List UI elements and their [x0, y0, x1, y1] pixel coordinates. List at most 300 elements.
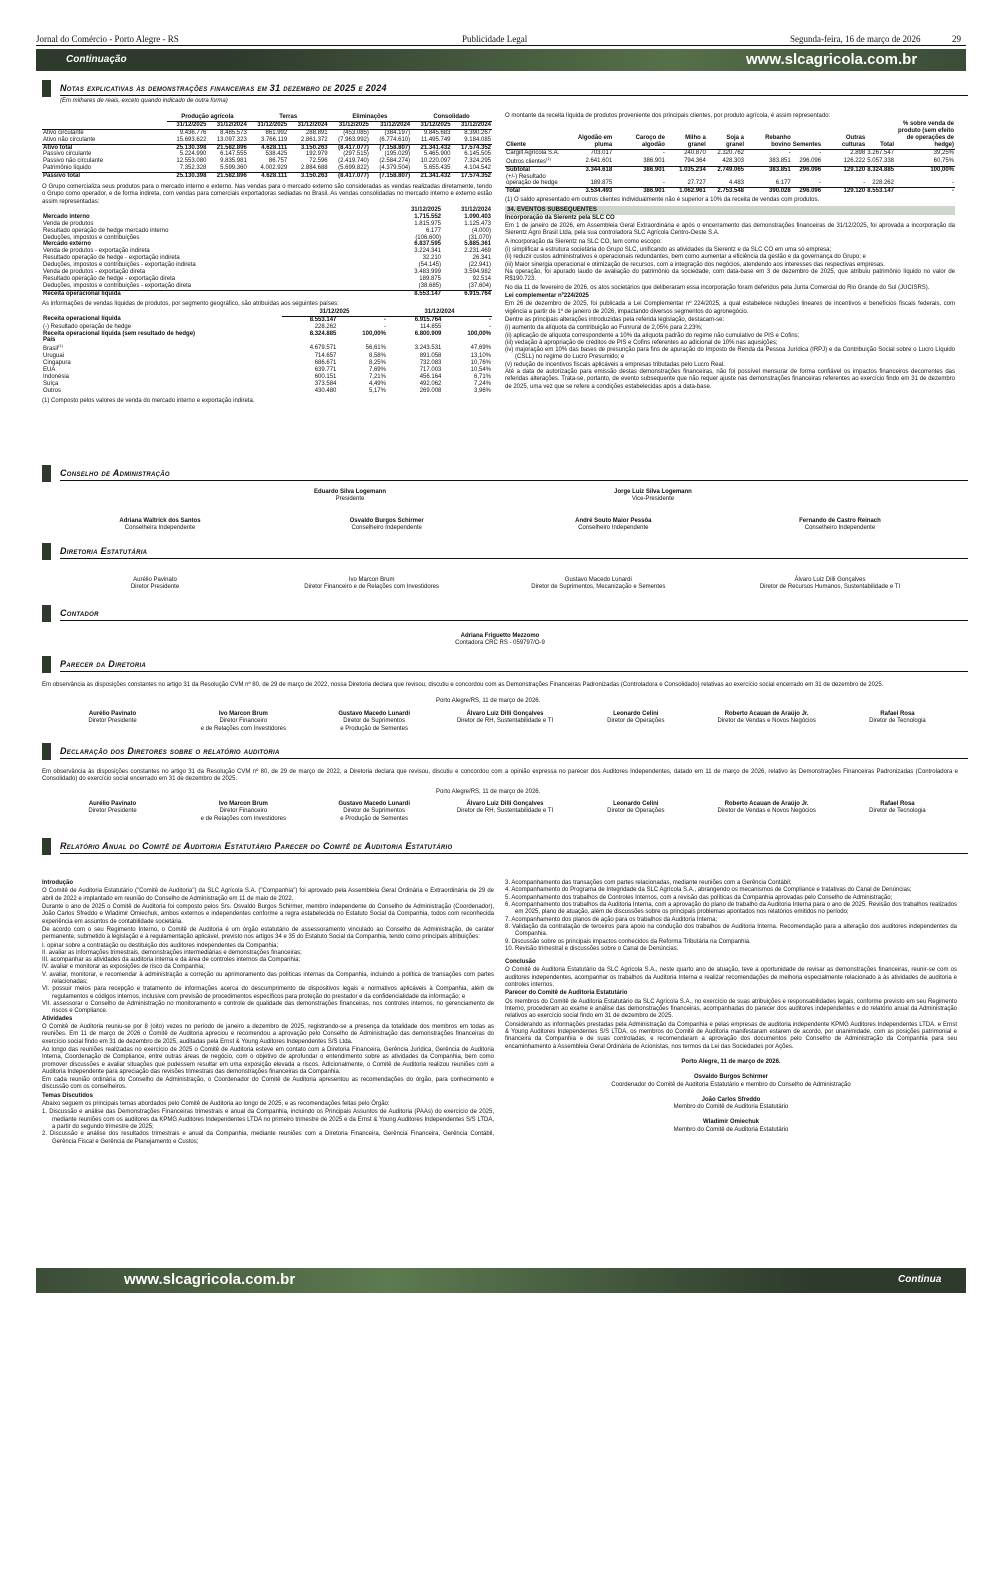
cell-value: 296.096 — [799, 157, 822, 164]
cell-value: 639.771 — [314, 366, 337, 373]
table-row — [42, 276, 492, 283]
table-row — [42, 367, 492, 374]
signer-role: Diretor Financeiro e de Relações com Investidores — [304, 584, 440, 591]
signer-name: Gustavo Macedo Lunardi — [338, 711, 410, 717]
cell-value: 390.028 — [769, 188, 791, 195]
table-row — [42, 331, 492, 338]
signature-block — [715, 577, 945, 592]
cell-value: 7.352.328 — [179, 165, 207, 172]
cell-value: 17.574.352 — [460, 144, 491, 151]
row-label: Mercado externo — [43, 241, 92, 248]
cell-value: 8.390.267 — [464, 129, 491, 136]
cell-value: 8.553.147 — [414, 290, 441, 297]
cell-value: 2.753.548 — [717, 188, 745, 195]
cell-value: 3.483.999 — [414, 268, 441, 275]
item-text: Acompanhamento dos planos de ação para os trabalhos da Auditoria Interna; — [511, 916, 718, 923]
signer-name: Ivo Marcon Brum — [218, 711, 268, 717]
table-row — [42, 360, 492, 367]
banner-website: www.slcagricola.com.br — [746, 51, 918, 68]
cell-value: 717.003 — [419, 366, 442, 373]
list-item — [42, 986, 495, 1001]
date-header: 31/12/2025 — [338, 121, 369, 128]
declaracao-place-date: Porto Alegre/RS, 11 de março de 2026. — [436, 789, 541, 795]
events-p6: Dentre as principais alterações introduzidas pela referida legislação, destacam-se: — [505, 316, 725, 323]
country-table — [42, 309, 492, 395]
table-row — [42, 221, 492, 228]
cell-value: 1.815.975 — [414, 220, 441, 227]
cell-value: 56,61% — [365, 345, 386, 352]
section-rule — [60, 95, 968, 96]
cell-value: 9.845.683 — [423, 129, 451, 136]
cell-value: 8.324.885 — [867, 166, 894, 173]
row-label: Deduções, impostos e contribuições - exportação direta — [43, 282, 192, 289]
row-label: Ativo total — [43, 144, 73, 151]
cell-value: 12.553.080 — [176, 158, 207, 165]
events-p7: Até a data de autorização para emissão destas demonstrações financeiras, não foi possível mensurar de forma confiável os impactos financeiros decorrentes das referidas alterações. Trata-se, portanto, de evento subsequente que não requer ajuste nas demonstrações financeiras referentes ao exercício findo em 31 de dezembro de 2025, uma vez que se refere a condições estabelecidas após a data-base. — [505, 369, 955, 390]
list-item — [505, 361, 955, 369]
signature-block — [835, 801, 960, 823]
signer-name: Aurélio Pavinato — [88, 801, 137, 807]
item-number: 5. — [505, 894, 511, 901]
client-name: (+/-) Resultado — [506, 173, 546, 180]
table-row — [42, 269, 492, 276]
item-number: 10. — [505, 945, 514, 952]
row-label — [505, 174, 560, 181]
cell-value — [613, 174, 666, 181]
intro-p1: O Comitê de Auditoria Estatutário ("Comitê de Auditoria") da SLC Agrícola S.A. ("Companhia") foi aprovado pela Assembleia Geral Ordinária e Extraordinária de 29 de abril de 2022 e implantado em reunião do Conselho de Administração em 11 de maio de 2022. — [42, 888, 494, 902]
section-marker — [42, 80, 51, 97]
cell-value: - — [952, 180, 954, 187]
relatorio-place-date — [505, 1059, 957, 1066]
ativ-p3: Em cada reunião ordinária do Conselho de Administração, o Coordenador do Comitê de Auditoria apresentou as recomendações do órgão, para conhecimento e discussão com os conselheiros. — [42, 1077, 494, 1091]
cell-value: (4.000) — [471, 227, 491, 234]
row-label: Resultado operação de hedge - exportação indireta — [43, 255, 180, 262]
list-item — [505, 901, 957, 917]
list-item — [42, 964, 494, 971]
temas-intro: Abaixo seguem os principais temas abordados pelo Comitê de Auditoria ao longo de 2025, e as recomendações feitas pelo Órgão: — [42, 1101, 390, 1108]
table-row — [42, 324, 492, 331]
table-row — [42, 388, 492, 395]
item-text: reduzir custos administrativos e operacionais redundantes, bem como aumentar a eficiência da gestão e da governança do Grupo; e — [513, 254, 866, 261]
cell-value — [560, 174, 613, 181]
item-number: 8. — [505, 923, 511, 930]
date-header: 31/12/2024 — [460, 121, 491, 128]
masthead-rule — [36, 45, 966, 46]
date-header: 31/12/2024 — [297, 121, 328, 128]
client-name: Subtotal — [506, 166, 530, 173]
row-label — [42, 360, 282, 367]
item-text: possuir meios para recepção e tratamento de informações acerca do descumprimento de dispositivos legais e normativos aplicáveis à Companhia, além de regulamentos e códigos internos, inclusive com previsão de procedimentos específicos para proteção do prestador e da confidencialidade da informação; e — [52, 986, 495, 1000]
cell-value: 3.594.982 — [464, 268, 491, 275]
column-header: Soja a granel — [726, 135, 745, 148]
cell-value: 373.584 — [314, 380, 337, 387]
row-label: (-) Resultado operação de hedge — [43, 323, 132, 330]
client-name: Total — [506, 188, 520, 195]
cell-value: 1.035.234 — [679, 166, 706, 173]
cell-value: 6.177 — [775, 180, 791, 187]
cell-value: 3.224.341 — [414, 248, 441, 255]
cell-value: 4.679.571 — [309, 345, 337, 352]
row-label: Venda de produtos — [43, 220, 94, 227]
ativ-p1: O Comitê de Auditoria reuniu-se por 8 (oito) vezes no período de janeiro a dezembro de 2025, registrando-se a presença da totalidade dos membros em todas as reuniões. Em 11 de março de 2026 o Comitê de Auditoria apreciou e recomendou a aprovação pelo Conselho de Administração das demonstrações financeiras do exercício social findo em 31 de dezembro de 2025, auditadas pela Ernst & Young Auditores Independentes S/S Ltda. — [42, 1023, 494, 1045]
cell-value: - — [662, 149, 665, 156]
item-number: 4. — [505, 887, 511, 894]
cell-value: 10,54% — [470, 366, 491, 373]
list-item — [505, 339, 955, 347]
cell-value: 5,17% — [368, 387, 386, 394]
cell-value: 21.341.432 — [420, 173, 451, 180]
ativ-heading: Atividades — [42, 1015, 73, 1022]
parecer-comite-heading: Parecer do Comitê de Auditoria Estatutário — [505, 990, 628, 997]
row-label: Receita operacional líquida — [43, 290, 121, 297]
relatorio-section-header — [42, 838, 968, 856]
cell-value: 4.002.929 — [260, 165, 288, 172]
item-number: II. — [42, 949, 48, 956]
cell-value: (195.029) — [384, 151, 411, 158]
cell-value: 21.582.896 — [216, 173, 247, 180]
cell-value: 1.715.552 — [414, 213, 441, 220]
row-label — [42, 367, 282, 374]
item-number: III. — [42, 957, 49, 964]
cell-value: 8.485.573 — [220, 129, 247, 136]
banner-continuation-label: Continuação — [66, 54, 127, 65]
signer-role: Coordenador do Comitê de Auditoria Estatutário e membro do Conselho de Administração — [611, 1081, 851, 1088]
column-header: Milho a granel — [685, 135, 706, 148]
conselho-members — [60, 518, 940, 533]
cell-value: 430.480 — [314, 387, 337, 394]
column-header: Sementes — [792, 141, 822, 148]
diretoria-section-header — [42, 543, 968, 561]
section-marker — [42, 656, 51, 673]
table-row — [42, 158, 492, 165]
item-text: redução de incentivos fiscais aplicáveis a empresas tributadas pelo Lucro Real. — [513, 361, 725, 368]
signer-role: Diretor de Suprimentos, Mecanização e Sementes — [531, 584, 666, 591]
cell-value: 3.267.547 — [867, 149, 894, 156]
cell-value: 21.582.896 — [216, 144, 247, 151]
cell-value: 5.885.361 — [464, 241, 491, 248]
cell-value: 7,69% — [368, 366, 386, 373]
signer-role: Diretor de Operações — [607, 808, 665, 815]
item-number: (iii) — [505, 339, 513, 346]
list-item — [505, 347, 955, 362]
issue-date: Segunda-feira, 16 de março de 2026 — [790, 34, 921, 44]
section-marker — [42, 743, 51, 760]
country-paragraph: As informações de vendas líquidas de produtos, por segmento geográfico, são atribuídas aos seguintes países: — [42, 300, 339, 307]
cell-value: 6.800.909 — [414, 330, 442, 337]
cell-value — [666, 174, 707, 181]
signer-name: Aurélio Pavinato — [88, 711, 137, 717]
table-row — [42, 353, 492, 360]
section-marker — [42, 543, 51, 560]
cell-value: 5.465.900 — [423, 151, 451, 158]
cell-value: 383.851 — [769, 157, 791, 164]
cell-value: 3.534.493 — [585, 188, 613, 195]
cell-value: 6.915.764 — [414, 316, 442, 323]
cell-value: 861.992 — [265, 129, 288, 136]
signer-name: Leonardo Celini — [613, 711, 659, 717]
client-name: operação de hedge — [506, 180, 558, 187]
signer-name: Osvaldo Burgos Schirmer — [693, 1074, 769, 1081]
signer-role: Membro do Comitê de Auditoria Estatutário — [673, 1104, 789, 1111]
country-name: Outros — [43, 387, 62, 394]
signer-name: Rafael Rosa — [880, 801, 915, 807]
cell-value: 6.837.595 — [414, 241, 441, 248]
banner-website: www.slcagricola.com.br — [124, 1271, 296, 1288]
intro-p2: Durante o ano de 2025 o Comitê de Auditoria foi composto pelos Srs. Osvaldo Burgos Schirmer, membro independente do Conselho de Administração (Coordenador), João Carlos Sfreddo e Wladimir Omiechuk, ambos externos e independentes conforme a regra estabelecida no Estatuto Social da Companhia, todos com reconhecida experiência em assuntos de contabilidade societária. — [42, 903, 494, 925]
item-number: V. — [42, 971, 48, 978]
column-header: Rebanho bovino — [765, 135, 791, 148]
row-label: Deduções, impostos e contribuições - exportação indireta — [43, 262, 196, 269]
cell-value: 1.125.473 — [464, 220, 491, 227]
item-number: (i) — [505, 325, 511, 332]
table-row — [505, 166, 955, 173]
declaracao-title: Declaração dos Diretores sobre o relatório auditoria — [60, 746, 280, 756]
cell-value: - — [819, 180, 822, 187]
right-column — [505, 113, 955, 392]
cell-value: (8.417.077) — [338, 173, 369, 180]
cell-value: 794.364 — [684, 157, 706, 164]
row-label — [505, 188, 560, 195]
cell-value: 86.757 — [268, 158, 288, 165]
item-number: 3. — [505, 880, 511, 886]
date-header: 31/12/2025 — [257, 121, 288, 128]
signature-block — [312, 711, 437, 733]
parecer-text-block — [42, 682, 958, 690]
declaracao-text-block — [42, 769, 958, 785]
item-text: aplicação de alíquota correspondente a 10% da alíquota padrão do regime não cumulativo de PIS e Cofins; — [513, 332, 800, 339]
item-number: 2. — [42, 1131, 48, 1138]
cell-value: 732.083 — [419, 360, 442, 367]
list-item — [505, 332, 955, 340]
cell-value: 4.628.111 — [261, 144, 288, 151]
cell-value: - — [819, 149, 822, 156]
cell-value: (297.515) — [343, 151, 369, 158]
item-number: (iv) — [505, 347, 514, 354]
client-intro: O montante da receita líquida de produtos proveniente dos principais clientes, por produto agrícola, é assim representado: — [505, 113, 831, 119]
cell-value — [866, 174, 895, 181]
cell-value: 100,00% — [930, 166, 954, 173]
cell-value: 492.062 — [419, 380, 442, 387]
cell-value: 47,69% — [470, 345, 491, 352]
list-item — [505, 894, 957, 902]
item-text: acompanhar as atividades da auditoria interna e da área de controles internos da Companhia; — [50, 957, 301, 964]
column-header: Caroço de algodão — [635, 135, 665, 148]
row-label: Receita operacional líquida (sem resultado de hedge) — [43, 330, 196, 337]
table-row — [505, 174, 955, 181]
cell-value: 891.058 — [419, 353, 442, 360]
intro-p3: De acordo com o seu Regimento Interno, o Comitê de Auditoria é um órgão estatutário de assessoramento vinculado ao Conselho de Administração, de caráter permanente, submetido à legislação e à regulamentação aplicável, previsto nos artigos 34 e 35 do Estatuto Social da Companhia, tendo como principais atribuições: — [42, 926, 494, 941]
table-row — [42, 165, 492, 172]
list-item — [505, 938, 957, 946]
signature-block — [442, 711, 567, 733]
cell-value: 15.693.622 — [176, 136, 207, 143]
table-row — [42, 129, 492, 136]
cell-value: 13,10% — [470, 353, 491, 360]
cell-value: 10,76% — [470, 360, 491, 367]
cell-value: 4.104.542 — [464, 165, 491, 172]
section-rule — [60, 620, 968, 621]
signer-role: Diretor Financeiro — [219, 808, 268, 815]
cell-value: (38.685) — [418, 282, 441, 289]
cell-value: - — [489, 323, 491, 330]
list-item — [505, 880, 957, 887]
signer-name: Adriana Friguetto Mezzomo — [460, 633, 540, 639]
column-header: Total — [880, 141, 894, 148]
item-text: Revisão trimestral e discussões sobre o Canal de Denúncias. — [515, 945, 679, 952]
cell-value: (6.774.610) — [379, 136, 411, 143]
cell-value: 686.671 — [314, 360, 337, 367]
signature-block — [488, 577, 708, 592]
signer-role: Diretor de Suprimentos — [343, 718, 405, 725]
row-label: Ativo circulante — [43, 129, 84, 136]
country-name: EUA — [43, 366, 56, 373]
signer-role: Diretor Presidente — [88, 718, 137, 725]
signer-name: Leonardo Celini — [613, 801, 659, 807]
table-row — [42, 344, 492, 353]
cell-value: (7.158.807) — [379, 173, 411, 180]
table-row — [505, 188, 955, 195]
client-name: Cargill Agrícola S.A. — [506, 149, 560, 156]
cell-value: 8.324.885 — [309, 330, 337, 337]
cell-value: (384.197) — [384, 129, 411, 136]
cell-value: 189.875 — [590, 180, 613, 187]
ativ-p2: Ao longo das reuniões realizadas no exercício de 2025 o Comitê de Auditoria esteve em contato com a Diretoria Financeira, Gerência Jurídica, Gerência de Auditoria Interna, Coordenação de Compliance, entre outras áreas de negócio, com o objetivo de aprofundar o entendimento sobre as atividades da Companhia, bem como promover discussões e avaliar situações que pudessem resultar em uma exposição elevada a riscos. Adicionalmente, o Comitê de Auditoria realizou reuniões com a Auditoria Independente para apreciação das revisões trimestrais das demonstrações financeiras da Companhia. — [42, 1046, 494, 1075]
cell-value: 386.901 — [643, 188, 665, 195]
signer-role-line2: e de Relações com Investidores — [200, 815, 287, 822]
cell-value: 296.096 — [799, 166, 822, 173]
date-header: 31/12/2024 — [216, 121, 247, 128]
row-label: Resultado operação de hedge - exportação direta — [43, 275, 176, 282]
section-rule — [60, 758, 968, 759]
cell-value: 7,24% — [473, 380, 491, 387]
signer-name: Adriana Waltrick dos Santos — [119, 518, 201, 524]
notes-title: Notas explicativas às demonstrações financeiras em 31 dezembro de 2025 e 2024 — [60, 83, 387, 93]
cell-value: 428.303 — [722, 157, 745, 164]
item-text: avaliar, monitorar, e recomendar à administração a correção ou aprimoramento das políticas internas da Companhia, incluindo a política de transações com partes relacionadas; — [49, 971, 495, 986]
signature-block — [553, 489, 753, 504]
concl-heading: Conclusão — [505, 959, 536, 966]
place-date-text: Porto Alegre, 11 de março de 2026. — [681, 1058, 781, 1065]
row-label: Patrimônio líquido — [43, 165, 92, 172]
item-text: Validação da contratação de terceiros para apoio na condução dos trabalhos de Auditoria Interna. Recomendação para a alteração dos auditores independentes da Companhia. — [512, 923, 958, 938]
cell-value: 4.483 — [729, 180, 745, 187]
signer-role: Diretor Presidente — [130, 584, 180, 591]
row-label — [42, 381, 282, 388]
table-row — [42, 290, 492, 297]
section-marker — [42, 838, 51, 855]
list-item — [42, 1131, 494, 1146]
page-number: 29 — [952, 34, 961, 44]
cell-value: 2.898 — [850, 149, 866, 156]
table-row — [42, 151, 492, 158]
cell-value: 60,75% — [933, 157, 954, 164]
group-agricola: Produção agrícola — [167, 114, 248, 121]
row-label: Passivo total — [43, 173, 81, 180]
date-header: 31/12/2025 — [176, 121, 207, 128]
item-text: Acompanhamento do Programa de Integridade da SLC Agrícola S.A., abrangendo os mecanismos de Compliance e tratativas do Canal de Denúncias; — [511, 887, 912, 894]
row-label: Resultado operação de hedge mercado interno — [43, 227, 169, 234]
signature-block — [55, 577, 255, 592]
section-label: País — [43, 337, 56, 344]
list-item — [42, 942, 494, 950]
table-row — [42, 214, 492, 221]
table-row — [42, 255, 492, 262]
duties-list — [42, 943, 494, 1016]
table-row — [505, 149, 955, 156]
item-number: VII. — [42, 1001, 52, 1007]
cell-value: 9.835.981 — [220, 158, 247, 165]
cell-value: 3.150.263 — [300, 144, 328, 151]
signature-block — [181, 801, 306, 823]
table-row — [42, 374, 492, 381]
parecer-section-header — [42, 656, 968, 674]
cell-value: 3.243.531 — [414, 345, 442, 352]
signer-role: Contadora CRC RS - 059797/O-9 — [455, 640, 545, 647]
cell-value: 240.870 — [684, 149, 706, 156]
table-row — [42, 248, 492, 255]
cell-value: 8.553.147 — [867, 188, 894, 195]
cell-value: 6,71% — [473, 373, 491, 380]
cell-value: 192.979 — [305, 151, 328, 158]
signer-role: Diretor de RH, Sustentabilidade e TI — [456, 808, 554, 815]
cell-value: 600.151 — [314, 373, 337, 380]
row-label — [42, 344, 282, 353]
signer-name: Osvaldo Burgos Schirmer — [349, 518, 424, 524]
cell-value — [745, 174, 792, 181]
cell-value: 129.120 — [843, 166, 866, 173]
cell-value: - — [863, 180, 866, 187]
cell-value: 269.008 — [419, 387, 442, 394]
item-text: Discussão e análise dos resultados trimestrais e anual da Companhia, mediante reuniões com a Diretoria Financeira, Gerência Financeira, Gerência Contábil, Gerência Fiscal e Gerência de Planejamento e Custos; — [49, 1131, 494, 1145]
signature-block — [505, 1074, 957, 1089]
cell-value: 126.222 — [843, 157, 866, 164]
country-name: Indonésia — [43, 373, 70, 380]
events-title: 34. EVENTOS SUBSEQUENTES — [505, 206, 955, 215]
signer-role: Membro do Comitê de Auditoria Estatutário — [673, 1126, 789, 1133]
signer-name: Rafael Rosa — [880, 711, 915, 717]
cell-value: 100,00% — [362, 330, 386, 337]
item-text: assessorar o Conselho de Administração no monitoramento e controle de qualidade das demonstrações financeiras, nos controles internos, no gerenciamento de riscos e Compliance. — [52, 1001, 494, 1015]
cell-value: 6.145.505 — [464, 151, 491, 158]
item-number: 1. — [42, 1109, 48, 1116]
item-text: Maior sinergia operacional e otimização de recursos, com a integração dos negócios, atendendo aos interesses das respectivas empresas. — [514, 261, 885, 268]
signer-name: Fernando de Castro Reinach — [799, 518, 881, 524]
cell-value: 25.130.398 — [176, 173, 207, 180]
section-rule — [60, 853, 968, 854]
column-header: % sobre venda de produto (sem efeito de operações de hedge) — [897, 121, 954, 148]
cell-value: 25.130.398 — [176, 144, 207, 151]
cell-value: 296.096 — [799, 188, 822, 195]
signature-block — [50, 711, 175, 733]
signer-name: Ivo Marcon Brum — [348, 577, 395, 583]
signer-name: André Souto Maior Pessôa — [575, 518, 652, 524]
events-p5: Em 26 de dezembro de 2025, foi publicada a Lei Complementar nº 224/2025, a qual estabelece reduções lineares de incentivos e benefícios fiscais federais, com vigência a partir de 1º de janeiro de 2026, impactando diversos segmentos do agronegócio. — [505, 301, 955, 315]
parecer-place-date: Porto Alegre/RS, 11 de março de 2026. — [436, 698, 541, 704]
cell-value — [895, 174, 955, 181]
intro-heading: Introdução — [42, 880, 73, 886]
date-header: 31/12/2024 — [380, 121, 411, 128]
cell-value: (54.145) — [418, 262, 441, 269]
cell-value: 8,58% — [368, 353, 386, 360]
signature-block — [704, 711, 829, 733]
signer-role: Diretor de RH, Sustentabilidade e TI — [456, 718, 554, 725]
table-row — [42, 173, 492, 180]
signer-name: Roberto Acauan de Araújo Jr. — [724, 801, 809, 807]
row-label: Venda de produtos - exportação direta — [43, 268, 146, 275]
list-item — [505, 261, 955, 269]
signature-block — [262, 577, 482, 592]
signature-block — [312, 801, 437, 823]
